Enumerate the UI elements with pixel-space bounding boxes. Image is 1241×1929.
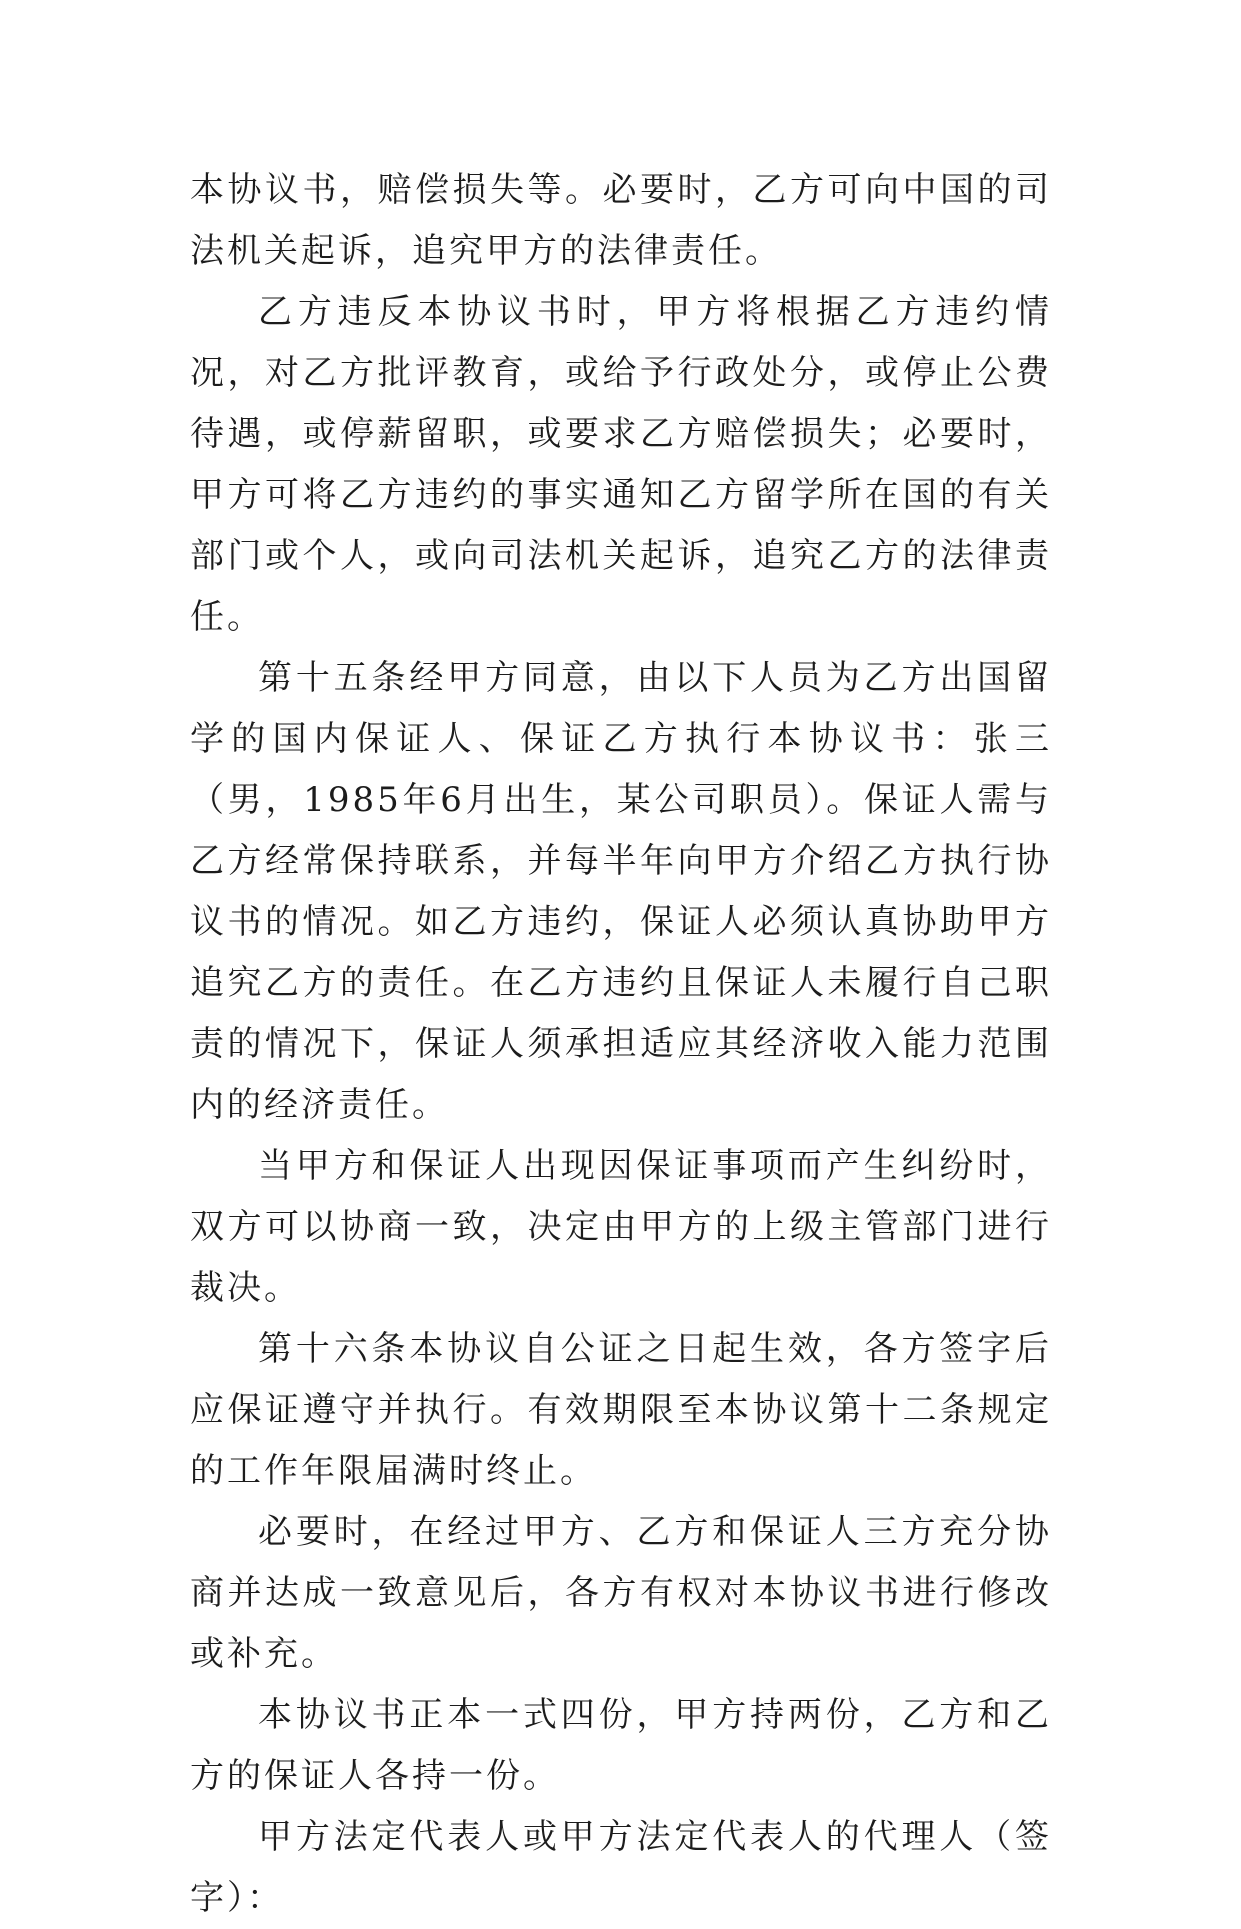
paragraph-article-16-effectiveness: 第十六条本协议自公证之日起生效，各方签字后应保证遵守并执行。有效期限至本协议第十二条规定的工作年限届满时终止。 (190, 1329, 1052, 1491)
paragraph-breach-by-party-b: 乙方违反本协议书时，甲方将根据乙方违约情况，对乙方批评教育，或给予行政处分，或停止公费待遇，或停薪留职，或要求乙方赔偿损失；必要时，甲方可将乙方违约的事实通知乙方留学所在国的有关部门或个人，或向司法机关起诉，追究乙方的法律责任。 (190, 292, 1052, 637)
signature-line-party-a: 甲方法定代表人或甲方法定代表人的代理人（签字）： (190, 1817, 1052, 1918)
paragraph-copies: 本协议书正本一式四份，甲方持两份，乙方和乙方的保证人各持一份。 (190, 1695, 1052, 1796)
paragraph-article-15-guarantor: 第十五条经甲方同意，由以下人员为乙方出国留学的国内保证人、保证乙方执行本协议书：张三（男，1985年6月出生，某公司职员）。保证人需与乙方经常保持联系，并每半年向甲方介绍乙方执行协议书的情况。如乙方违约，保证人必须认真协助甲方追究乙方的责任。在乙方违约且保证人未履行自己职责的情况下，保证人须承担适应其经济收入能力范围内的经济责任。 (190, 658, 1052, 1125)
paragraph-continuation: 本协议书，赔偿损失等。必要时，乙方可向中国的司法机关起诉，追究甲方的法律责任。 (190, 170, 1052, 271)
paragraph-dispute-resolution: 当甲方和保证人出现因保证事项而产生纠纷时，双方可以协商一致，决定由甲方的上级主管部门进行裁决。 (190, 1146, 1052, 1308)
paragraph-amendment: 必要时，在经过甲方、乙方和保证人三方充分协商并达成一致意见后，各方有权对本协议书进行修改或补充。 (190, 1512, 1052, 1674)
document-body (190, 160, 1052, 1929)
